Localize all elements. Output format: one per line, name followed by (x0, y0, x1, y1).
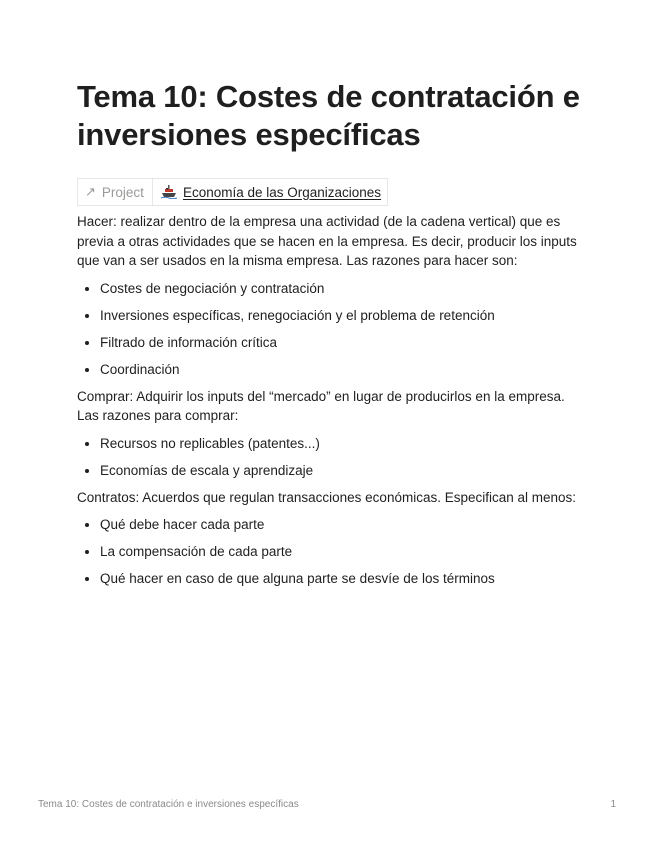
property-name: Project (101, 184, 144, 200)
bullet-list-comprar (77, 434, 582, 481)
page-content (77, 212, 582, 589)
list-item: • Filtrado de información crítica (100, 333, 582, 353)
paragraph-contratos: Contratos: Acuerdos que regulan transacciones económicas. Especifican al menos: (77, 489, 577, 505)
list-item: • Inversiones específicas, renegociación y el problema de retención (100, 306, 582, 326)
list-item: • Recursos no replicables (patentes...) (100, 434, 582, 454)
paragraph-hacer: Hacer: realizar dentro de la empresa una actividad (de la cadena vertical) que es previa a otras actividades que se hacen en la empresa. Es decir, producir los inputs que van a ser usados en la misma empresa. Las razones para hacer son: (77, 214, 577, 268)
page-footer (38, 799, 616, 810)
list-item: • Qué hacer en caso de que alguna parte se desvíe de los términos (100, 569, 582, 589)
list-item: • Qué debe hacer cada parte (100, 515, 582, 535)
relation-arrow-icon: ↗ (85, 184, 96, 199)
list-item: • Coordinación (100, 360, 582, 380)
project-link[interactable]: Economía de las Organizaciones (182, 184, 382, 200)
ship-icon (161, 185, 177, 199)
page-title: Tema 10: Costes de contratación e inversiones específicas (77, 79, 580, 152)
bullet-list-hacer (77, 279, 582, 380)
property-row (77, 178, 388, 206)
footer-title: Tema 10: Costes de contratación e inversiones específicas (38, 799, 299, 810)
list-item: • Costes de negociación y contratación (100, 279, 582, 299)
page-number: 1 (610, 799, 616, 810)
list-item: • Economías de escala y aprendizaje (100, 461, 582, 481)
list-item: • La compensación de cada parte (100, 542, 582, 562)
page-body (77, 78, 582, 596)
property-value-cell[interactable] (153, 179, 387, 205)
paragraph-comprar: Comprar: Adquirir los inputs del “mercado” en lugar de producirlos en la empresa. Las razones para comprar: (77, 388, 565, 423)
bullet-list-contratos (77, 515, 582, 589)
property-name-cell (78, 179, 153, 205)
